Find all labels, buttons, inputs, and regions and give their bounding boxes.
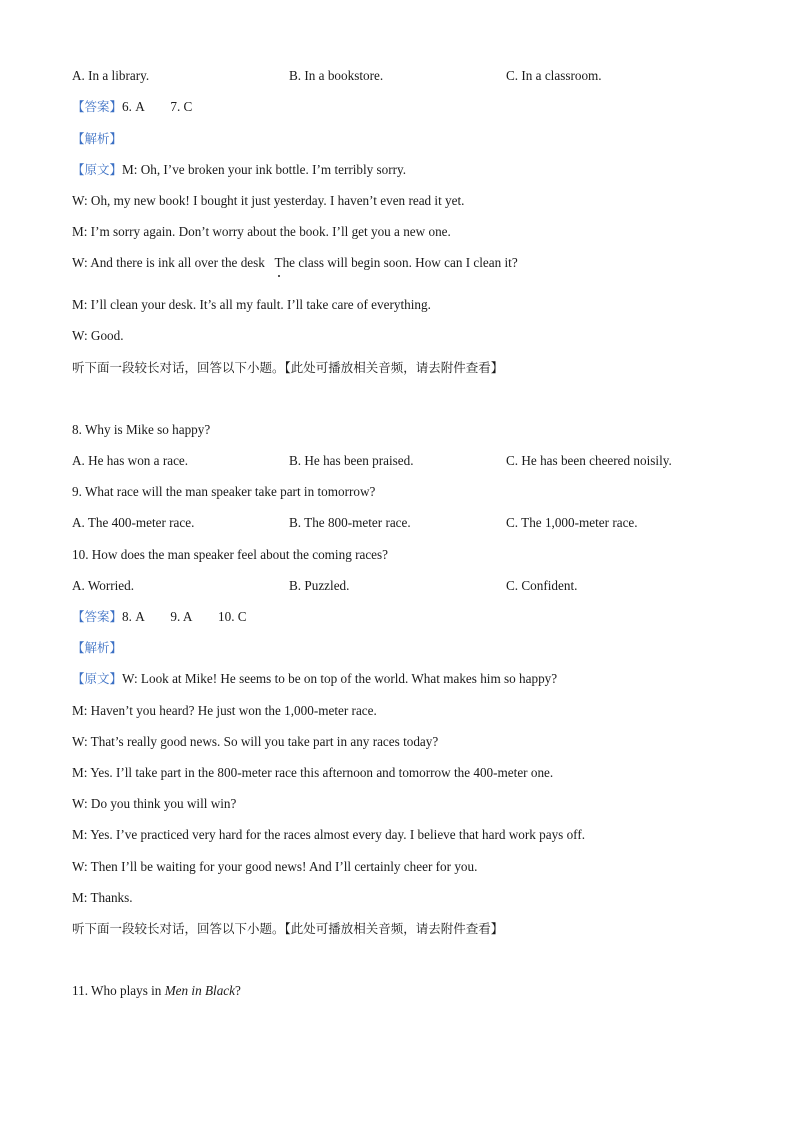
transcript-text: M: Oh, I’ve broken your ink bottle. I’m terribly sorry. (122, 162, 407, 177)
option-b: B. Puzzled. (289, 578, 350, 593)
transcript-line: M: I’ll clean your desk. It’s all my fault. I’ll take care of everything. (72, 297, 431, 312)
question-suffix: ? (235, 983, 241, 998)
option-c: C. The 1,000-meter race. (506, 515, 638, 530)
answer-line-1 (72, 99, 192, 115)
transcript-line: M: Yes. I’ve practiced very hard for the races almost every day. I believe that hard work pays off. (72, 827, 586, 842)
question-10: 10. How does the man speaker feel about the coming races? (72, 547, 389, 562)
answer-text: 8. A 9. A 10. C (122, 609, 247, 624)
transcript-line: W: And there is ink all over the desk The class will begin soon. How can I clean it? (72, 255, 518, 270)
analysis-line-1 (72, 131, 122, 147)
analysis-line-2 (72, 640, 122, 656)
option-c: C. Confident. (506, 578, 578, 593)
option-a: A. In a library. (72, 68, 150, 83)
transcript-line: M: I’m sorry again. Don’t worry about the book. I’ll get you a new one. (72, 224, 451, 239)
option-c: C. He has been cheered noisily. (506, 453, 672, 468)
transcript-tag: 【原文】 (72, 162, 123, 177)
transcript-line (72, 162, 406, 178)
question-11 (72, 983, 241, 999)
transcript-line: W: Good. (72, 328, 124, 343)
transcript-tag: 【原文】 (72, 671, 123, 686)
option-c: C. In a classroom. (506, 68, 602, 83)
transcript-line: W: That’s really good news. So will you take part in any races today? (72, 734, 439, 749)
transcript-line: W: Then I’ll be waiting for your good news! And I’ll certainly cheer for you. (72, 859, 478, 874)
option-a: A. The 400-meter race. (72, 515, 195, 530)
answer-line-2 (72, 609, 247, 625)
answer-tag: 【答案】 (72, 99, 123, 114)
stray-dot (278, 275, 280, 277)
answer-tag: 【答案】 (72, 609, 123, 624)
option-a: A. He has won a race. (72, 453, 189, 468)
option-b: B. He has been praised. (289, 453, 414, 468)
analysis-tag: 【解析】 (72, 640, 123, 655)
transcript-line: W: Do you think you will win? (72, 796, 237, 811)
transcript-line: M: Yes. I’ll take part in the 800-meter race this afternoon and tomorrow the 400-meter one. (72, 765, 554, 780)
film-title: Men in Black (164, 983, 235, 998)
transcript-text: W: Look at Mike! He seems to be on top of the world. What makes him so happy? (122, 671, 558, 686)
transcript-line: M: Haven’t you heard? He just won the 1,000-meter race. (72, 703, 377, 718)
question-9: 9. What race will the man speaker take part in tomorrow? (72, 484, 376, 499)
question-prefix: 11. Who plays in (72, 983, 165, 998)
option-b: B. The 800-meter race. (289, 515, 411, 530)
audio-instruction: 听下面一段较长对话，回答以下小题。【此处可播放相关音频，请去附件查看】 (72, 921, 504, 936)
question-8: 8. Why is Mike so happy? (72, 422, 211, 437)
transcript-line: W: Oh, my new book! I bought it just yesterday. I haven’t even read it yet. (72, 193, 465, 208)
option-a: A. Worried. (72, 578, 135, 593)
analysis-tag: 【解析】 (72, 131, 123, 146)
transcript-line: M: Thanks. (72, 890, 133, 905)
answer-text: 6. A 7. C (122, 99, 193, 114)
option-b: B. In a bookstore. (289, 68, 384, 83)
audio-instruction: 听下面一段较长对话，回答以下小题。【此处可播放相关音频，请去附件查看】 (72, 360, 504, 375)
transcript-line (72, 671, 557, 687)
